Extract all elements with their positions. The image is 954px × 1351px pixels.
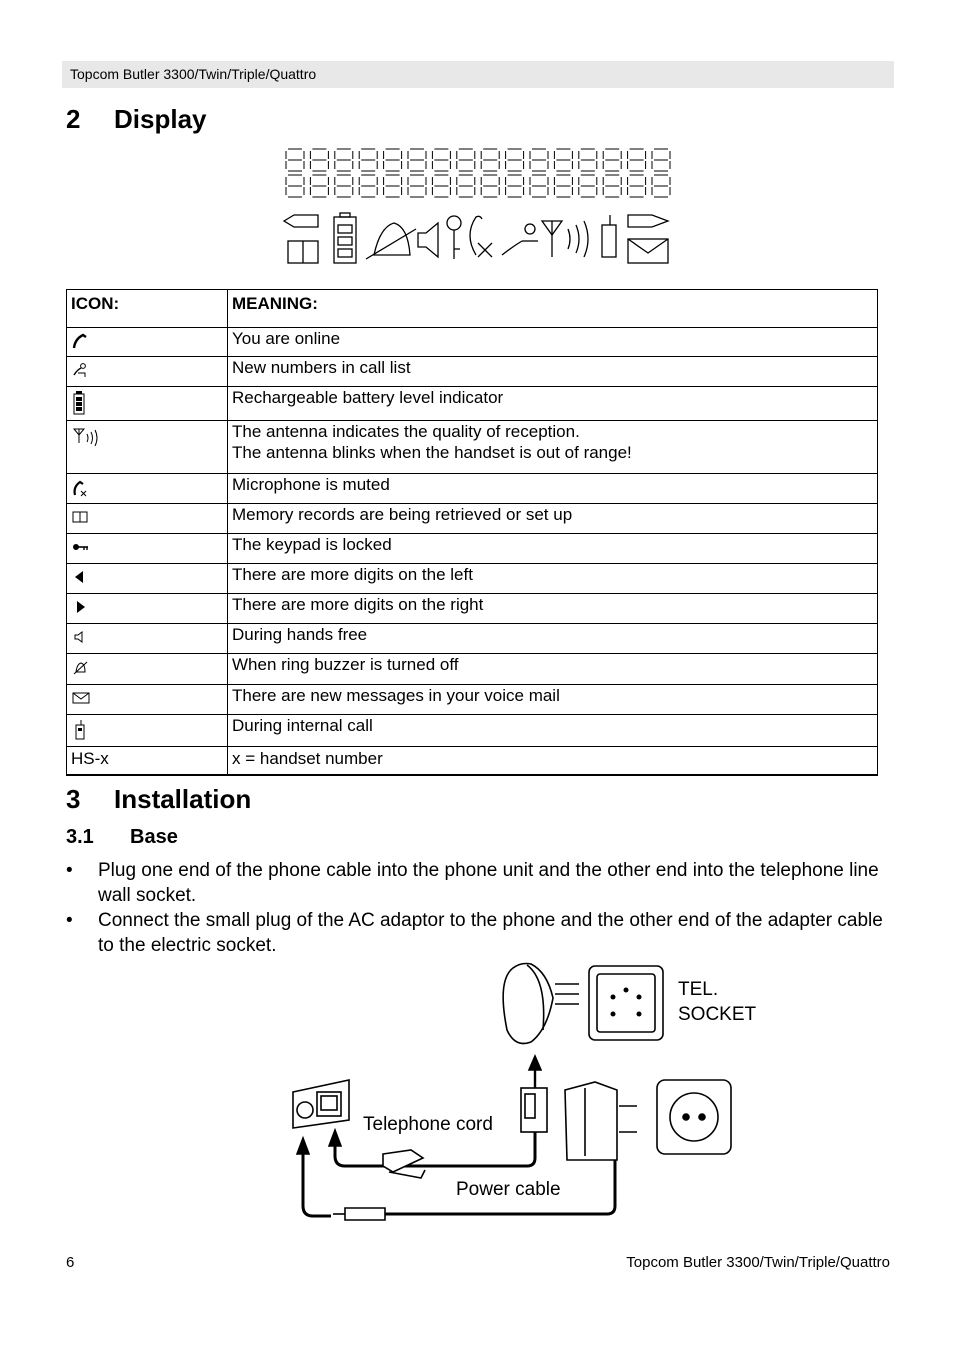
tel-socket-label-line1: TEL. [678,979,719,1000]
meaning-text: x = handset number [228,747,878,775]
lcd-digit [310,149,328,171]
lcd-digit [554,175,572,197]
lcd-digit [603,175,621,197]
lcd-digit [286,149,304,171]
lcd-digit [579,175,597,197]
phonebook-icon [71,508,89,526]
meaning-text: Memory records are being retrieved or set up [228,504,878,534]
list-item [66,908,896,958]
subsection-title: Base [130,826,178,848]
online-handset-icon [71,332,89,350]
table-row [67,504,878,534]
list-item-text: Connect the small plug of the AC adaptor to the phone and the other end of the adapter cable to the electric socket. [98,910,883,956]
lcd-digit [628,175,646,197]
antenna-icon [71,425,105,447]
meaning-text: There are more digits on the left [228,564,878,594]
section-title: Display [114,104,207,134]
lcd-digit [481,175,499,197]
list-item [66,858,896,908]
table-row [67,564,878,594]
table-row [67,624,878,654]
battery-icon [71,391,89,415]
intercom-icon [71,719,89,741]
envelope-icon [71,689,91,707]
mute-icon [71,478,89,498]
meaning-text: During internal call [228,715,878,747]
bullet-symbol: • [66,910,73,931]
meaning-text: The antenna blinks when the handset is out of range! [232,443,632,462]
meaning-text: You are online [228,328,878,357]
lcd-digit [530,149,548,171]
lcd-digit [384,175,402,197]
lcd-digit [579,149,597,171]
lcd-display-illustration [280,145,676,267]
lcd-digit [335,149,353,171]
tel-socket-label-line2: SOCKET [678,1004,757,1025]
meaning-text: During hands free [228,624,878,654]
bell-off-icon [71,658,89,676]
arrow-right-icon [71,598,89,616]
table-row [67,328,878,357]
power-socket-shape [657,1080,731,1154]
list-item-text: Plug one end of the phone cable into the phone unit and the other end into the telephone line wall socket. [98,860,879,906]
lcd-digit [335,175,353,197]
lcd-digit [432,149,450,171]
lcd-digit [506,175,524,197]
lcd-digit [652,175,670,197]
column-header-meaning: MEANING: [228,290,878,328]
table-row [67,594,878,624]
page-number: 6 [66,1254,75,1271]
lcd-digit [554,149,572,171]
table-row [67,357,878,387]
table-row [67,421,878,474]
lcd-digit [384,149,402,171]
lcd-digit [530,175,548,197]
lcd-digit [481,149,499,171]
meaning-text: The keypad is locked [228,534,878,564]
tel-socket-shape [589,966,663,1040]
lcd-digit [457,149,475,171]
meaning-text: When ring buzzer is turned off [228,654,878,685]
section-display-heading [66,104,207,135]
table-row [67,534,878,564]
lcd-digit [628,149,646,171]
meaning-text: Microphone is muted [228,474,878,504]
power-cable-label: Power cable [456,1179,561,1200]
column-header-icon: ICON: [67,290,228,328]
table-row [67,747,878,775]
section-number: 2 [66,104,81,134]
lcd-digit [408,175,426,197]
lcd-digit [432,175,450,197]
lcd-digit [506,149,524,171]
lcd-digit [408,149,426,171]
meaning-text: There are new messages in your voice mail [228,685,878,715]
subsection-base-heading [66,826,178,849]
lcd-digit [359,149,377,171]
telephone-cord-line [335,1132,535,1166]
lcd-digit [603,149,621,171]
meaning-text: There are more digits on the right [228,594,878,624]
call-list-icon [71,361,89,379]
running-footer: Topcom Butler 3300/Twin/Triple/Quattro [626,1254,890,1271]
telephone-cord-label: Telephone cord [363,1114,493,1135]
running-header: Topcom Butler 3300/Twin/Triple/Quattro [62,61,894,88]
table-row [67,715,878,747]
table-row [67,474,878,504]
lcd-icon-row [284,213,668,263]
icon-meaning-table [66,289,878,776]
installation-steps [66,858,896,958]
subsection-number: 3.1 [66,826,94,848]
lcd-digit [286,175,304,197]
speaker-icon [71,628,89,646]
hs-x-label: HS-x [67,747,228,775]
arrow-left-icon [71,568,89,586]
lcd-digit [457,175,475,197]
lcd-digit [310,175,328,197]
lcd-digit [652,149,670,171]
section-number: 3 [66,784,81,814]
table-row [67,387,878,421]
ac-adapter-shape [565,1082,617,1160]
bullet-symbol: • [66,860,73,881]
section-installation-heading [66,784,251,815]
lcd-digit [359,175,377,197]
meaning-text: Rechargeable battery level indicator [228,387,878,421]
section-title: Installation [114,784,252,814]
telephone-plug-shape [503,964,553,1044]
table-row [67,654,878,685]
meaning-text: The antenna indicates the quality of reception. [232,422,580,441]
table-row [67,685,878,715]
key-icon [71,538,91,556]
meaning-text: New numbers in call list [228,357,878,387]
